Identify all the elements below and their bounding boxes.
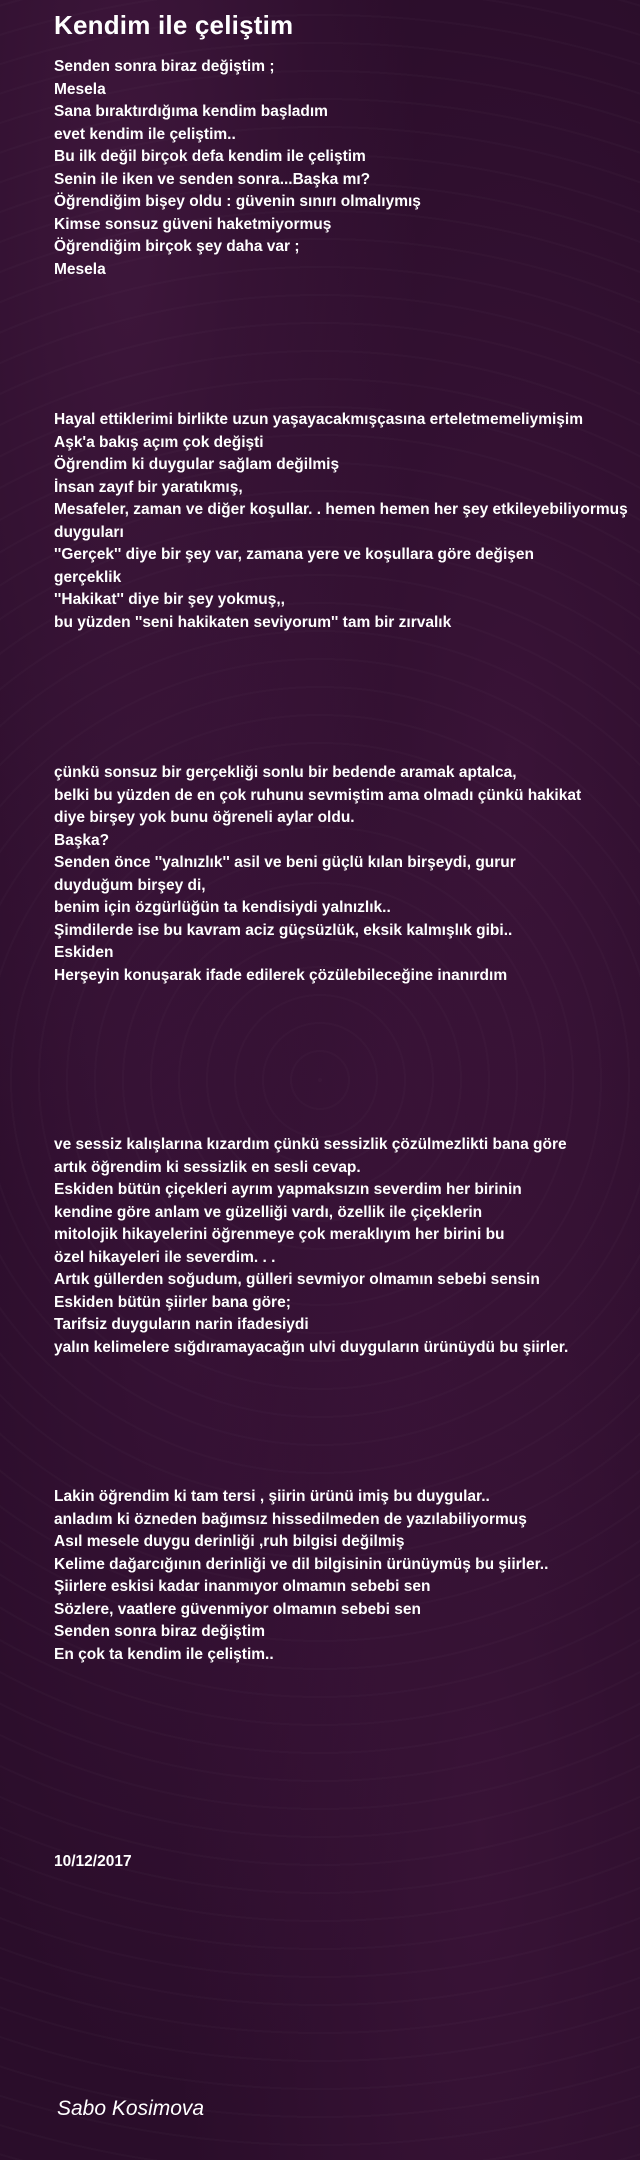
poem-line: Herşeyin konuşarak ifade edilerek çözülebileceğine inanırdım <box>54 966 508 984</box>
poem-line: Senin ile iken ve senden sonra...Başka mı? <box>54 170 371 188</box>
poem-line: mitolojik hikayelerini öğrenmeye çok meraklıyım her birini bu <box>54 1226 505 1243</box>
poem-line: Hayal ettiklerimi birlikte uzun yaşayacakmışçasına erteletmemeliymişim <box>54 411 583 428</box>
poem-line: ''Gerçek'' diye bir şey var, zamana yere ve koşullara göre değişen <box>54 546 535 563</box>
poem-line: anladım ki özneden bağımsız hissedilmeden de yazılabiliyormuş <box>54 1510 527 1528</box>
stanza-1 <box>54 56 640 281</box>
poem-line: Öğrendiğim birçok şey daha var ; <box>54 238 300 255</box>
poem-line: Eskiden <box>54 944 114 961</box>
poem-line: çünkü sonsuz bir gerçekliği sonlu bir bedende aramak aptalca, <box>54 764 517 781</box>
poem-line: ''Hakikat'' diye bir şey yokmuş,, <box>54 591 285 608</box>
poem-date: 10/12/2017 <box>54 1853 132 1870</box>
stanza-3 <box>54 762 640 987</box>
poem-line: Başka? <box>54 831 110 849</box>
poem-line: Aşk'a bakış açım çok değişti <box>54 433 264 451</box>
poem-line: ve sessiz kalışlarına kızardım çünkü sessizlik çözülmezlikti bana göre <box>54 1136 567 1153</box>
poem-line: kendine göre anlam ve güzelliği vardı, özellik ile çiçeklerin <box>54 1203 483 1221</box>
poem-line: Mesafeler, zaman ve diğer koşullar. . hemen hemen her şey etkileyebiliyormuş <box>54 501 628 518</box>
poem-line: Öğrendim ki duygular sağlam değilmiş <box>54 456 340 473</box>
poem-line: Tarifsiz duyguların narin ifadesiydi <box>54 1316 309 1333</box>
poem-line: Şimdilerde ise bu kavram aciz güçsüzlük, eksik kalmışlık gibi.. <box>54 921 513 939</box>
stanza-4 <box>54 1134 640 1359</box>
poem-line: belki bu yüzden de en çok ruhunu sevmiştim ama olmadı çünkü hakikat <box>54 786 582 804</box>
poem-author: Sabo Kosimova <box>57 2097 205 2120</box>
poem-line: duyguları <box>54 523 124 541</box>
poem-line: diye birşey yok bunu öğreneli aylar oldu. <box>54 809 355 826</box>
poem-line: bu yüzden ''seni hakikaten seviyorum'' tam bir zırvalık <box>54 613 452 631</box>
poem-line: Senden sonra biraz değiştim ; <box>54 58 275 75</box>
poem-line: Mesela <box>54 80 106 98</box>
poem-line: Bu ilk değil birçok defa kendim ile çeliştim <box>54 148 366 165</box>
poem-line: Eskiden bütün çiçekleri ayrım yapmaksızın severdim her birinin <box>54 1181 522 1198</box>
poem-line: İnsan zayıf bir yaratıkmış, <box>54 478 243 496</box>
poem-line: artık öğrendim ki sessizlik en sesli cevap. <box>54 1158 361 1176</box>
poem-line: Şiirlere eskisi kadar inanmıyor olmamın sebebi sen <box>54 1578 431 1595</box>
poem-line: duyduğum birşey di, <box>54 876 206 894</box>
poem-line: yalın kelimelere sığdıramayacağın ulvi duyguların ürünüydü bu şiirler. <box>54 1338 569 1356</box>
poem-line: En çok ta kendim ile çeliştim.. <box>54 1645 274 1663</box>
poem-line: Kelime dağarcığının derinliği ve dil bilgisinin ürünüymüş bu şiirler.. <box>54 1555 549 1573</box>
poem-line: Öğrendiğim bişey oldu : güvenin sınırı olmalıymış <box>54 193 421 210</box>
poem-title: Kendim ile çeliştim <box>54 10 294 40</box>
poem-line: özel hikayeleri ile severdim. . . <box>54 1248 276 1266</box>
poem-line: Artık güllerden soğudum, gülleri sevmiyor olmamın sebebi sensin <box>54 1271 540 1288</box>
poem-line: Sözlere, vaatlere güvenmiyor olmamın sebebi sen <box>54 1600 421 1618</box>
poem-line: Lakin öğrendim ki tam tersi , şiirin ürünü imiş bu duygular.. <box>54 1488 490 1505</box>
poem-line: Senden sonra biraz değiştim <box>54 1623 266 1640</box>
poem-line: evet kendim ile çeliştim.. <box>54 125 236 143</box>
poem-line: gerçeklik <box>54 568 122 586</box>
poem-line: Senden önce ''yalnızlık'' asil ve beni güçlü kılan birşeydi, gurur <box>54 854 516 871</box>
stanza-2 <box>54 409 640 634</box>
poem-line: Eskiden bütün şiirler bana göre; <box>54 1293 291 1311</box>
poem-line: benim için özgürlüğün ta kendisiydi yalnızlık.. <box>54 899 391 916</box>
poem-line: Asıl mesele duygu derinliği ,ruh bilgisi değilmiş <box>54 1533 405 1550</box>
stanza-5 <box>54 1486 640 1666</box>
poem-line: Kimse sonsuz güveni haketmiyormuş <box>54 215 332 233</box>
poem-line: Sana bıraktırdığıma kendim başladım <box>54 103 328 120</box>
poem-line: Mesela <box>54 260 106 278</box>
